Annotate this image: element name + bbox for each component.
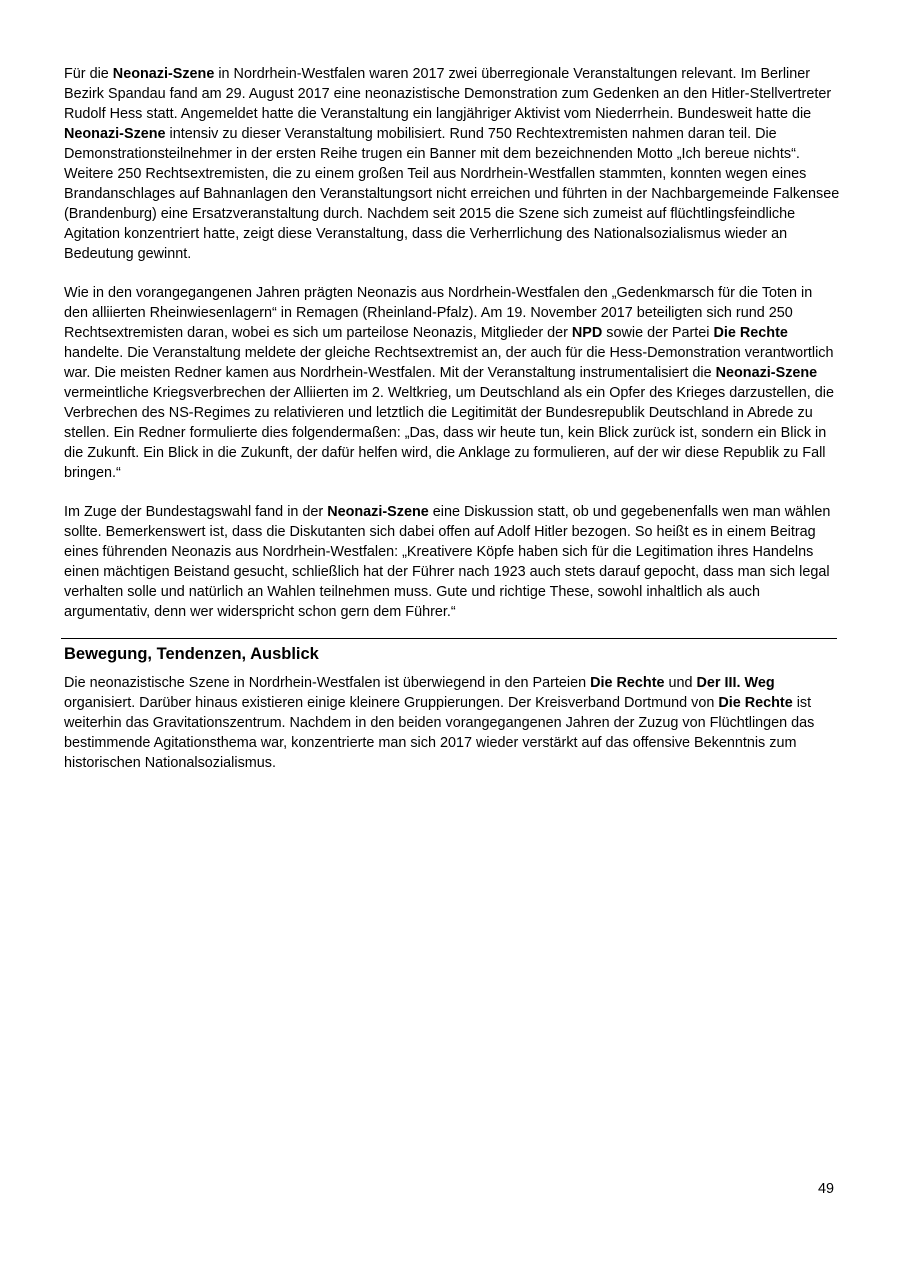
bold-term: Die Rechte [590, 675, 665, 691]
text-run: vermeintliche Kriegsverbrechen der Alliierten im 2. Weltkrieg, um Deutschland als ein Opfer des Krieges darzustellen, die Verbrechen des NS-Regimes zu relativieren und letztlich die Legitimität der Bundesrepublik Deutschland in Abrede zu stellen. Ein Redner formulierte dies folgendermaßen: „Das, dass wir heute tun, kein Blick zurück ist, sondern ein Blick in die Zukunft. Ein Blick in die Zukunft, der dafür helfen wird, die Anklage zu formulieren, auf der wir diese Republik zu Fall bringen.“ [64, 385, 834, 481]
text-run: organisiert. Darüber hinaus existieren einige kleinere Gruppierungen. Der Kreisverband Dortmund von [64, 695, 719, 711]
bold-term: Neonazi-Szene [715, 365, 818, 381]
paragraph-spandau-demonstration [64, 64, 840, 264]
text-run: eine Diskussion statt, ob und gegebenenfalls wen man wählen sollte. Bemerkenswert ist, dass die Diskutanten sich dabei offen auf Adolf Hitler bezogen. So heißt es in einem Beitrag eines führenden Neonazis aus Nordrhein-Westfalen: „Kreativere Köpfe haben sich für die Legitimation ihres Handelns einen mächtigen Beistand gesucht, schließlich hat der Führer nach 1923 auch stets darauf gepocht, dass man sich legal verhalten solle und natürlich an Wahlen teilnehmen muss. Gute und richtige These, sowohl inhaltlich als auch argumentativ, denn wer widerspricht schon gern dem Führer.“ [64, 504, 831, 620]
bold-term: Die Rechte [718, 695, 793, 711]
text-run: intensiv zu dieser Veranstaltung mobilisiert. Rund 750 Rechtextremisten nahmen daran teil. Die Demonstrationsteilnehmer in der ersten Reihe trugen ein Banner mit dem bezeichnenden Motto „Ich bereue nichts“. Weitere 250 Rechtsextremisten, die zu einem großen Teil aus Nordrhein-Westfallen stammten, konnten wegen eines Brandanschlages auf Bahnanlagen den Veranstaltungsort nicht erreichen und führten in der Nachbargemeinde Falkensee (Brandenburg) eine Ersatzveranstaltung durch. Nachdem seit 2015 die Szene sich zumeist auf flüchtlingsfeindliche Agitation konzentriert hatte, zeigt diese Veranstaltung, dass die Verherrlichung des Nationalsozialismus wieder an Bedeutung gewinnt. [64, 126, 840, 262]
bold-term: Die Rechte [713, 325, 788, 341]
body-text [64, 64, 840, 641]
section-divider [61, 638, 837, 639]
text-run: sowie der Partei [602, 325, 714, 341]
text-run: Im Zuge der Bundestagswahl fand in der [64, 504, 328, 520]
paragraph-bundestagswahl-diskussion [64, 502, 840, 622]
paragraph-ausblick [64, 673, 840, 773]
bold-term: Der III. Weg [696, 675, 775, 691]
page-number: 49 [817, 1181, 834, 1197]
section-heading: Bewegung, Tendenzen, Ausblick [64, 645, 319, 663]
text-run: in Nordrhein-Westfalen waren 2017 zwei überregionale Veranstaltungen relevant. Im Berliner Bezirk Spandau fand am 29. August 2017 eine neonazistische Demonstration zum Gedenken an den Hitler-Stellvertreter Rudolf Hess statt. Angemeldet hatte die Veranstaltung ein langjähriger Aktivist vom Niederrhein. Bundesweit hatte die [64, 66, 832, 122]
bold-term: Neonazi-Szene [112, 66, 215, 82]
section-body [64, 673, 840, 792]
bold-term: Neonazi-Szene [64, 126, 166, 142]
bold-term: NPD [571, 325, 603, 341]
text-run: und [664, 675, 697, 691]
text-run: Die neonazistische Szene in Nordrhein-Westfalen ist überwiegend in den Parteien [64, 675, 591, 691]
paragraph-remagen-gedenkmarsch [64, 283, 840, 483]
text-run: handelte. Die Veranstaltung meldete der gleiche Rechtsextremist an, der auch für die Hess-Demonstration verantwortlich war. Die meisten Redner kamen aus Nordrhein-Westfalen. Mit der Veranstaltung instrumentalisiert die [64, 345, 834, 381]
bold-term: Neonazi-Szene [327, 504, 429, 520]
text-run: ist weiterhin das Gravitationszentrum. Nachdem in den beiden vorangegangenen Jahren der Zuzug von Flüchtlingen das bestimmende Agitationsthema war, konzentrierte man sich 2017 wieder verstärkt auf das offensive Bekenntnis zum historischen Nationalsozialismus. [64, 695, 815, 771]
text-run: Wie in den vorangegangenen Jahren prägten Neonazis aus Nordrhein-Westfalen den „Gedenkmarsch für die Toten in den alliierten Rheinwiesenlagern“ in Remagen (Rheinland-Pfalz). Am 19. November 2017 beteiligten sich rund 250 Rechtsextremisten daran, wobei es sich um parteilose Neonazis, Mitglieder der [64, 285, 813, 341]
text-run: Für die [64, 66, 113, 82]
